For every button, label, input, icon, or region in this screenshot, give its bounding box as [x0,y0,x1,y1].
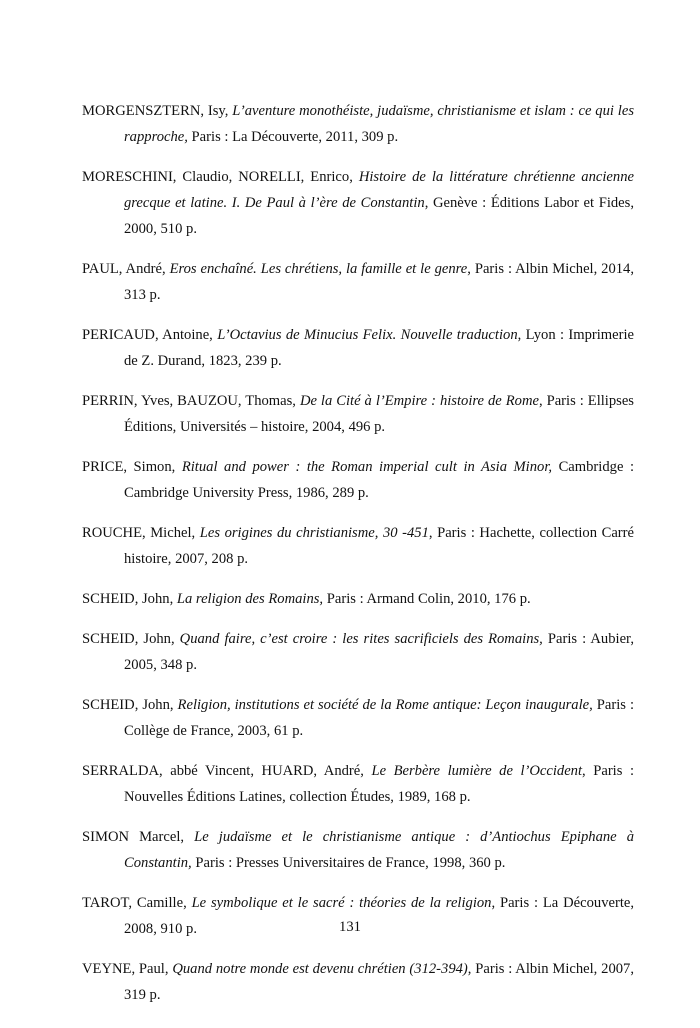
bibliography-entry [82,758,634,810]
entry-title: Religion, institutions et société de la Rome antique: Leçon inaugurale, [177,697,593,713]
entry-publication: , Paris : Ellipses Éditions, Universités – histoire, 2004, 496 p. [124,393,634,435]
entry-author: MORGENSZTERN, Isy, [82,103,233,119]
bibliography-list [82,98,634,1022]
entry-title: L’aventure monothéiste, judaïsme, christianisme et islam : ce qui les rapproche, [124,103,635,145]
entry-publication: , Paris : La Découverte, 2008, 910 p. [124,895,635,937]
entry-title: Le symbolique et le sacré : théories de la religion [191,895,492,911]
entry-author: PAUL, André, [82,261,170,277]
entry-author: SIMON Marcel, [82,829,195,845]
entry-publication: , Genève : Éditions Labor et Fides, 2000, 510 p. [124,195,634,237]
bibliography-entry [82,626,634,678]
entry-title: Quand notre monde est devenu chrétien (312-394) [172,961,468,977]
entry-author: SCHEID, John, [82,697,178,713]
entry-publication: , Paris : Hachette, collection Carré histoire, 2007, 208 p. [124,525,634,567]
entry-publication: Cambridge : Cambridge University Press, 1986, 289 p. [124,459,634,501]
bibliography-entry [82,388,634,440]
entry-publication: , Paris : Nouvelles Éditions Latines, collection Études, 1989, 168 p. [124,763,635,805]
bibliography-entry [82,256,634,308]
entry-title: De la Cité à l’Empire : histoire de Rome [299,393,539,409]
bibliography-entry [82,98,634,150]
entry-author: PRICE, Simon, [82,459,182,475]
bibliography-entry [82,692,634,744]
entry-publication: Paris : Presses Universitaires de France, 1998, 360 p. [191,855,506,871]
entry-publication: , Paris : Albin Michel, 2014, 313 p. [124,261,634,303]
entry-author: SCHEID, John, [82,591,177,607]
entry-author: SCHEID, John, [82,631,180,647]
entry-publication: Paris : La Découverte, 2011, 309 p. [187,129,399,145]
bibliography-entry [82,586,634,612]
entry-publication: Paris : Armand Colin, 2010, 176 p. [323,591,531,607]
entry-publication: Paris : Aubier, 2005, 348 p. [124,631,634,673]
bibliography-entry [82,520,634,572]
bibliography-entry [82,322,634,374]
bibliography-entry [82,824,634,876]
entry-title: Ritual and power : the Roman imperial cult in Asia Minor, [181,459,553,475]
entry-author: MORESCHINI, Claudio, NORELLI, Enrico, [82,169,359,185]
entry-title: Histoire de la littérature chrétienne ancienne grecque et latine. I. De Paul à l’ère de Constantin [124,169,634,211]
entry-title: Eros enchaîné. Les chrétiens, la famille et le genre [169,261,468,277]
entry-author: VEYNE, Paul, [82,961,173,977]
entry-author: SERRALDA, abbé Vincent, HUARD, André, [82,763,372,779]
entry-publication: , Paris : Albin Michel, 2007, 319 p. [124,961,634,1003]
page-number: 131 [339,919,361,935]
entry-title: Le Berbère lumière de l’Occident [371,763,583,779]
entry-author: PERRIN, Yves, BAUZOU, Thomas, [82,393,300,409]
entry-author: ROUCHE, Michel, [82,525,200,541]
entry-author: PERICAUD, Antoine, [82,327,218,343]
entry-publication: , Lyon : Imprimerie de Z. Durand, 1823, 239 p. [124,327,635,369]
entry-author: TAROT, Camille, [82,895,192,911]
bibliography-entry [82,956,634,1008]
entry-title: Quand faire, c’est croire : les rites sacrificiels des Romains, [179,631,543,647]
entry-title: L’Octavius de Minucius Felix. Nouvelle traduction [217,327,518,343]
entry-publication: Paris : Collège de France, 2003, 61 p. [124,697,634,739]
entry-title: Le judaïsme et le christianisme antique : d’Antiochus Epiphane à Constantin, [124,829,634,871]
entry-title: La religion des Romains, [176,591,324,607]
bibliography-entry [82,164,634,242]
bibliography-entry [82,454,634,506]
entry-title: Les origines du christianisme, 30 -451 [199,525,429,541]
